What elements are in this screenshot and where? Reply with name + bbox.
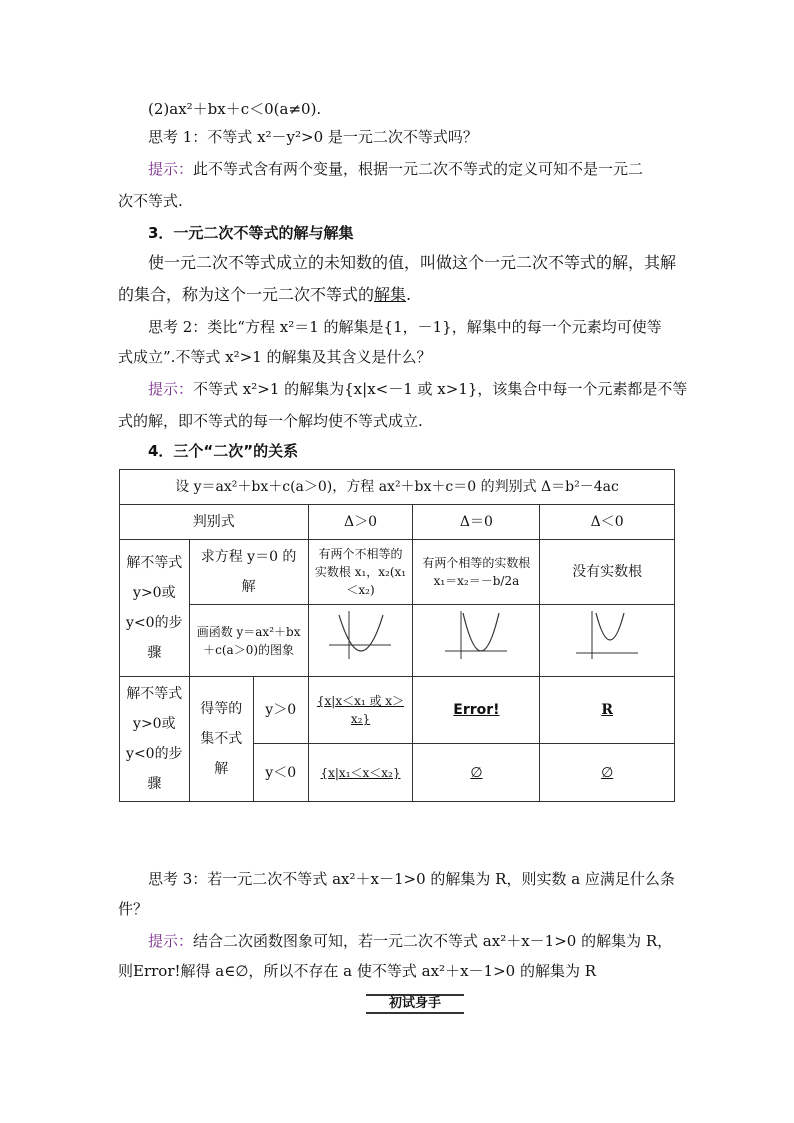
steps-label-bottom: 解不等式y>0或y<0的步骤: [120, 677, 190, 802]
hint-text: 不等式 x²>1 的解集为{x|x<－1 或 x>1}，该集合中每一个元素都是不等: [193, 380, 688, 398]
think-2: 思考 2：类比“方程 x²＝1 的解集是{1，－1}，解集中的每一个元素均可使等: [148, 318, 662, 336]
roots-none: 没有实数根: [540, 540, 675, 605]
roots-equal: 有两个相等的实数根 x₁＝x₂＝－b/2a: [413, 540, 540, 605]
hint-1-cont: 次不等式.: [118, 192, 183, 210]
hint-2: [148, 378, 708, 400]
think-3: 思考 3：若一元二次不等式 ax²＋x－1>0 的解集为 R，则实数 a 应满足什么条: [148, 870, 675, 888]
solve-equation-label: 求方程 y＝0 的解: [189, 540, 308, 605]
hint-2-cont: 式的解，即不等式的每一个解均使不等式成立.: [118, 412, 423, 430]
table-header: 设 y＝ax²＋bx＋c(a＞0)，方程 ax²＋bx＋c＝0 的判别式 Δ＝b²－4ac: [120, 470, 675, 505]
hint-text: 此不等式含有两个变量，根据一元二次不等式的定义可知不是一元二: [193, 160, 644, 178]
parabola-two-roots-icon: [325, 607, 395, 663]
hint-label: 提示：: [148, 160, 194, 178]
solution-set-label: 得等的集不式解: [189, 677, 253, 802]
col-delta-zero: Δ＝0: [413, 505, 540, 540]
think-3-cont: 件？: [118, 900, 149, 918]
hint-3-cont: 则Error!解得 a∈∅，所以不存在 a 使不等式 ax²＋x－1>0 的解集为 R: [118, 962, 597, 980]
col-delta-positive: Δ＞0: [308, 505, 413, 540]
graph-no-root: [540, 605, 675, 677]
definition-line-1: 使一元二次不等式成立的未知数的值，叫做这个一元二次不等式的解，其解: [148, 253, 677, 272]
discriminant-label: 判别式: [120, 505, 309, 540]
inequality-form-2: (2)ax²＋bx＋c＜0(a≠0).: [148, 100, 322, 118]
term-solution-set: 解集: [374, 285, 407, 304]
y-lt-0: y＜0: [253, 744, 308, 802]
hint-1: [148, 158, 708, 180]
roots-distinct: 有两个不相等的实数根 x₁，x₂(x₁＜x₂): [308, 540, 413, 605]
set-gt-equal: Error!: [413, 677, 540, 744]
hint-label: 提示：: [148, 932, 194, 950]
definition-text: 的集合，称为这个一元二次不等式的: [118, 285, 375, 304]
section-3-title: 3．一元二次不等式的解与解集: [148, 224, 354, 242]
section-banner: 初试身手: [366, 994, 464, 1014]
steps-label-top: 解不等式y>0或y<0的步骤: [120, 540, 190, 677]
parabola-no-root-icon: [572, 607, 642, 663]
set-lt-none: ∅: [540, 744, 675, 802]
graph-two-roots: [308, 605, 413, 677]
set-lt-distinct: {x|x₁＜x＜x₂}: [308, 744, 413, 802]
set-gt-distinct: {x|x＜x₁ 或 x＞x₂}: [308, 677, 413, 744]
set-lt-equal: ∅: [413, 744, 540, 802]
think-2-cont: 式成立”.不等式 x²>1 的解集及其含义是什么？: [118, 348, 432, 366]
graph-one-root: [413, 605, 540, 677]
draw-graph-label: 画函数 y＝ax²＋bx＋c(a＞0)的图象: [189, 605, 308, 677]
parabola-one-root-icon: [441, 607, 511, 663]
y-gt-0: y＞0: [253, 677, 308, 744]
definition-end: .: [406, 285, 412, 304]
definition-line-2: [118, 284, 678, 306]
set-gt-none: R: [540, 677, 675, 744]
col-delta-negative: Δ＜0: [540, 505, 675, 540]
hint-3: [148, 930, 708, 952]
think-1: 思考 1：不等式 x²－y²>0 是一元二次不等式吗？: [148, 128, 478, 146]
hint-text: 结合二次函数图象可知，若一元二次不等式 ax²＋x－1>0 的解集为 R，: [193, 932, 673, 950]
section-4-title: 4．三个“二次”的关系: [148, 442, 299, 460]
hint-label: 提示：: [148, 380, 194, 398]
three-quadratics-table: [119, 469, 675, 802]
